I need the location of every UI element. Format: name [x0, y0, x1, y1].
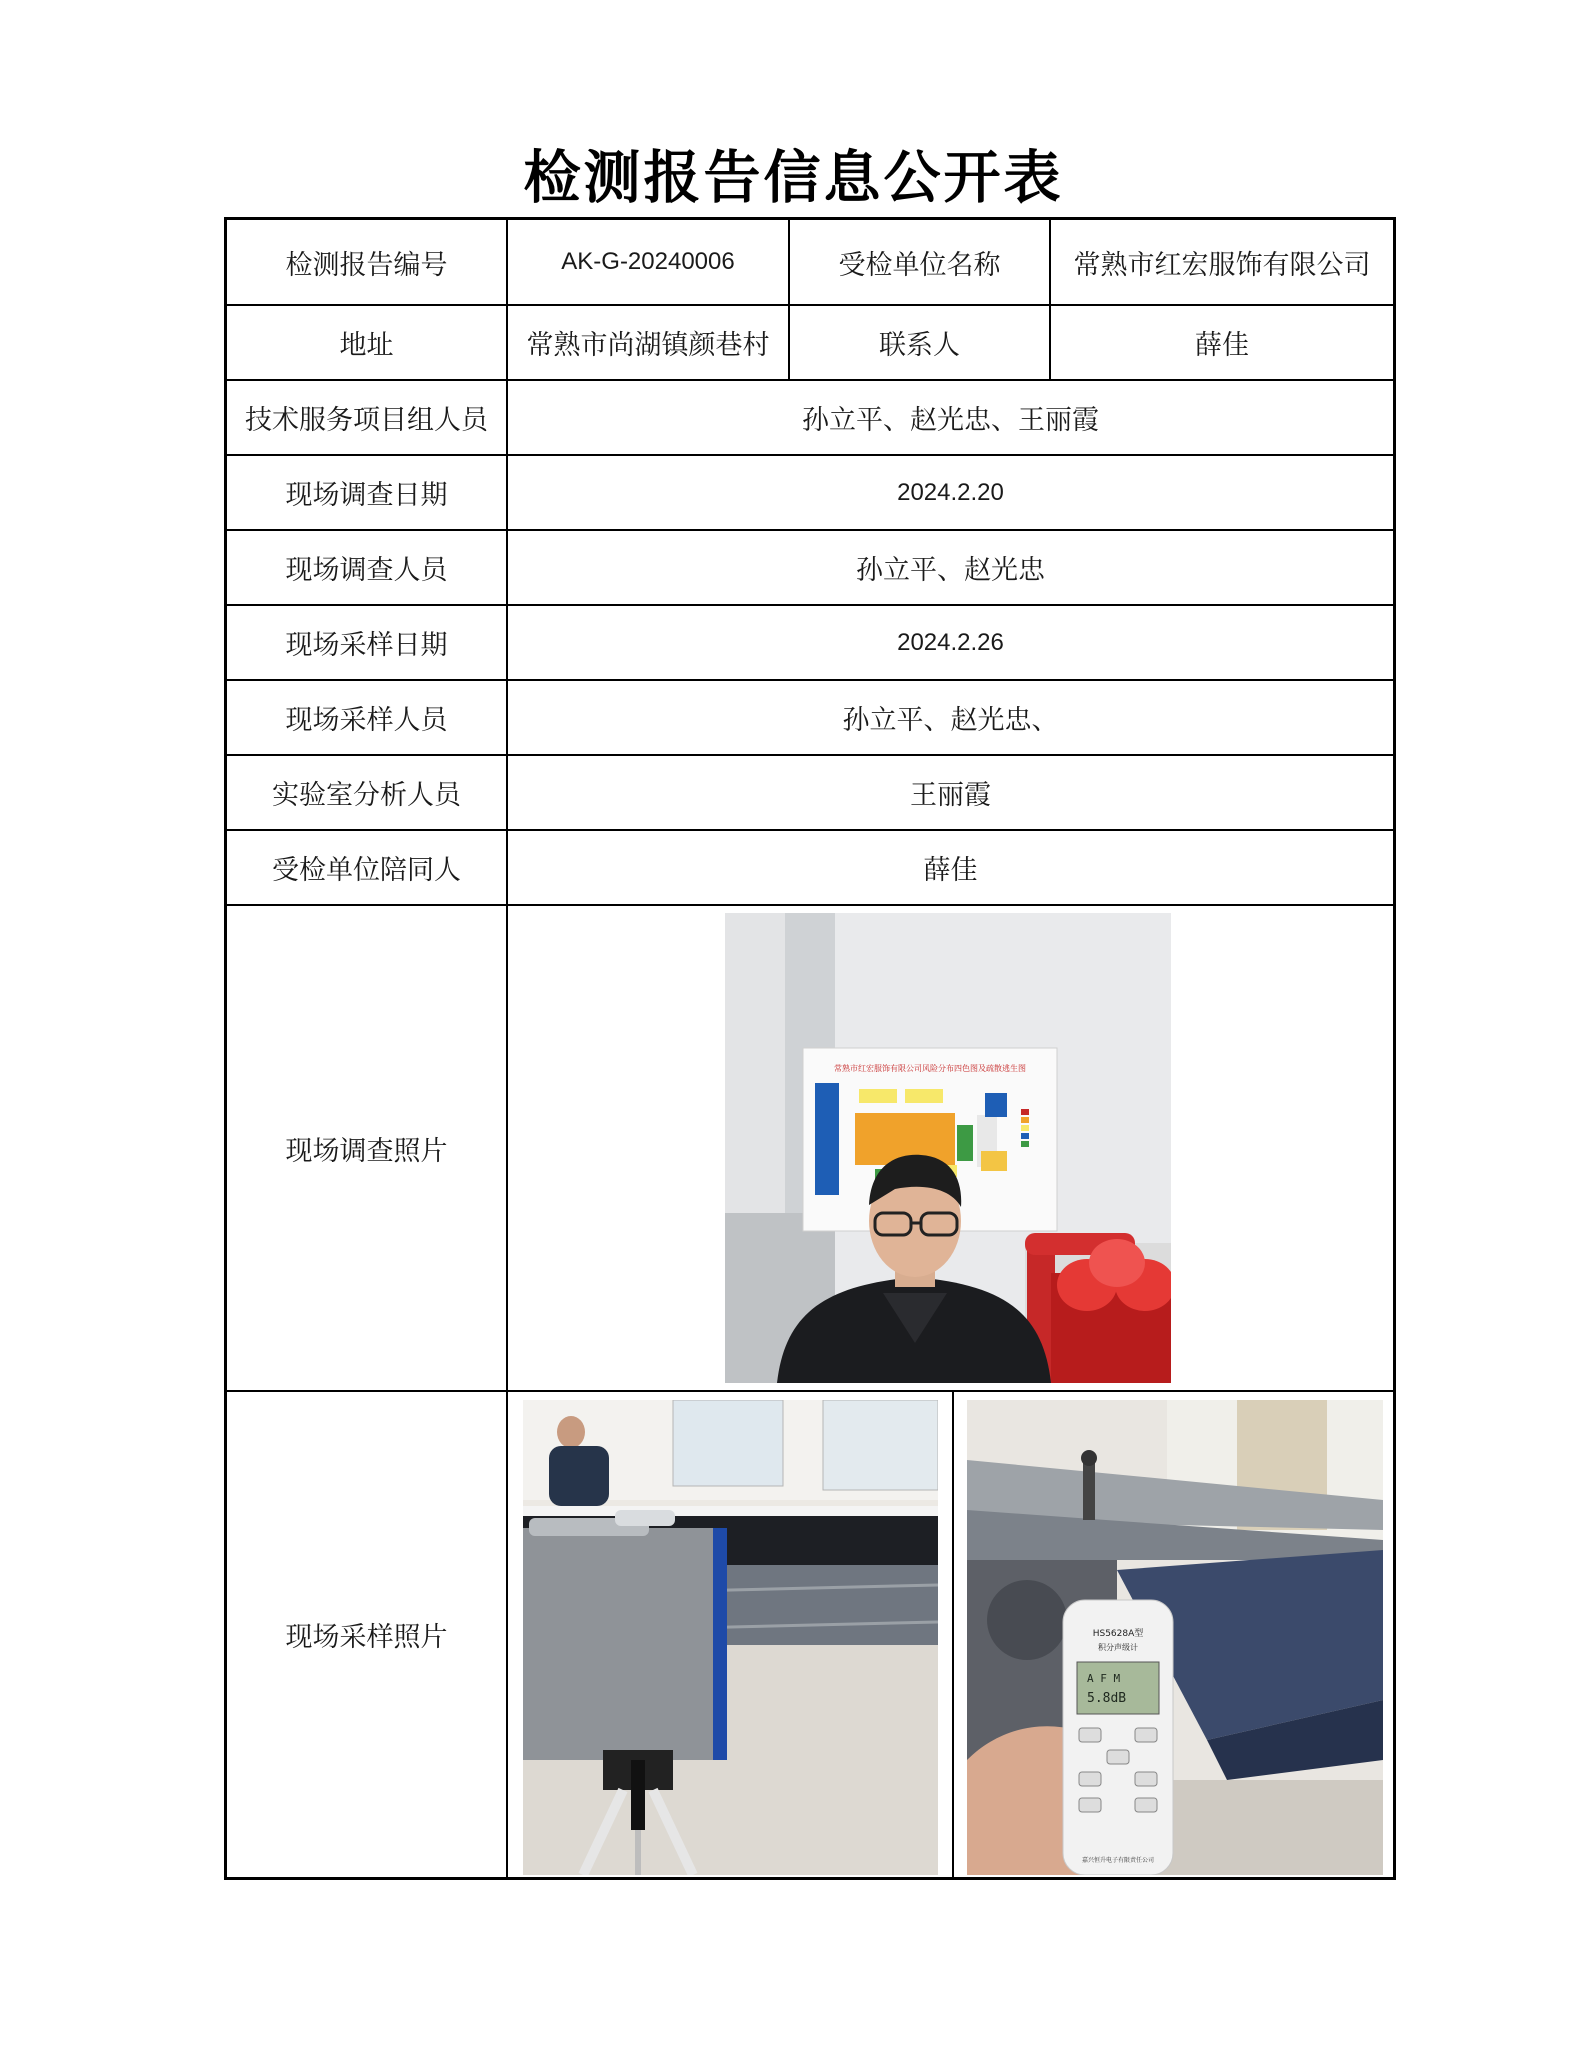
survey-date-value: 2024.2.20 — [897, 478, 1004, 506]
sampling-photo-right — [967, 1400, 1383, 1875]
team-label: 技术服务项目组人员 — [245, 405, 488, 436]
sampling-staff-value: 孙立平、赵光忠、 — [842, 705, 1059, 736]
page-title: 检测报告信息公开表 — [523, 144, 1064, 211]
lab-staff-value: 王丽霞 — [910, 780, 991, 811]
report-number-value: AK-G-20240006 — [561, 248, 735, 275]
lab-staff-label: 实验室分析人员 — [272, 780, 461, 811]
sampling-date-value: 2024.2.26 — [897, 628, 1004, 656]
sampling-date-label: 现场采样日期 — [285, 630, 448, 661]
survey-photo — [725, 913, 1171, 1383]
report-number-label: 检测报告编号 — [285, 249, 448, 281]
meter-reading-text: A F M — [1087, 1672, 1121, 1685]
board-heading-text: 常熟市红宏服饰有限公司风险分布四色图及疏散逃生图 — [834, 1064, 1026, 1073]
contact-label: 联系人 — [879, 330, 960, 361]
team-value: 孙立平、赵光忠、王丽霞 — [802, 405, 1099, 436]
info-table — [224, 217, 1396, 1880]
meter-model-text: HS5628A型 — [1092, 1629, 1144, 1639]
unit-name-value: 常熟市红宏服饰有限公司 — [1073, 249, 1371, 281]
meter-value-text: 5.8dB — [1087, 1691, 1127, 1706]
meter-name-text: 积分声级计 — [1098, 1643, 1138, 1652]
unit-name-label: 受检单位名称 — [838, 249, 1001, 281]
sampling-staff-label: 现场采样人员 — [285, 705, 448, 736]
contact-value: 薛佳 — [1195, 330, 1249, 361]
survey-photo-label: 现场调查照片 — [285, 1135, 448, 1167]
escort-label: 受检单位陪同人 — [272, 855, 461, 886]
survey-staff-label: 现场调查人员 — [285, 555, 448, 586]
meter-maker-text: 嘉兴恒升电子有限责任公司 — [1081, 1857, 1155, 1864]
address-label: 地址 — [339, 330, 394, 361]
survey-date-label: 现场调查日期 — [285, 480, 448, 511]
address-value: 常熟市尚湖镇颜巷村 — [526, 330, 770, 361]
sampling-photo-left — [523, 1400, 938, 1875]
escort-value: 薛佳 — [923, 855, 978, 886]
survey-staff-value: 孙立平、赵光忠 — [856, 555, 1045, 586]
sampling-photo-label: 现场采样照片 — [285, 1622, 448, 1653]
